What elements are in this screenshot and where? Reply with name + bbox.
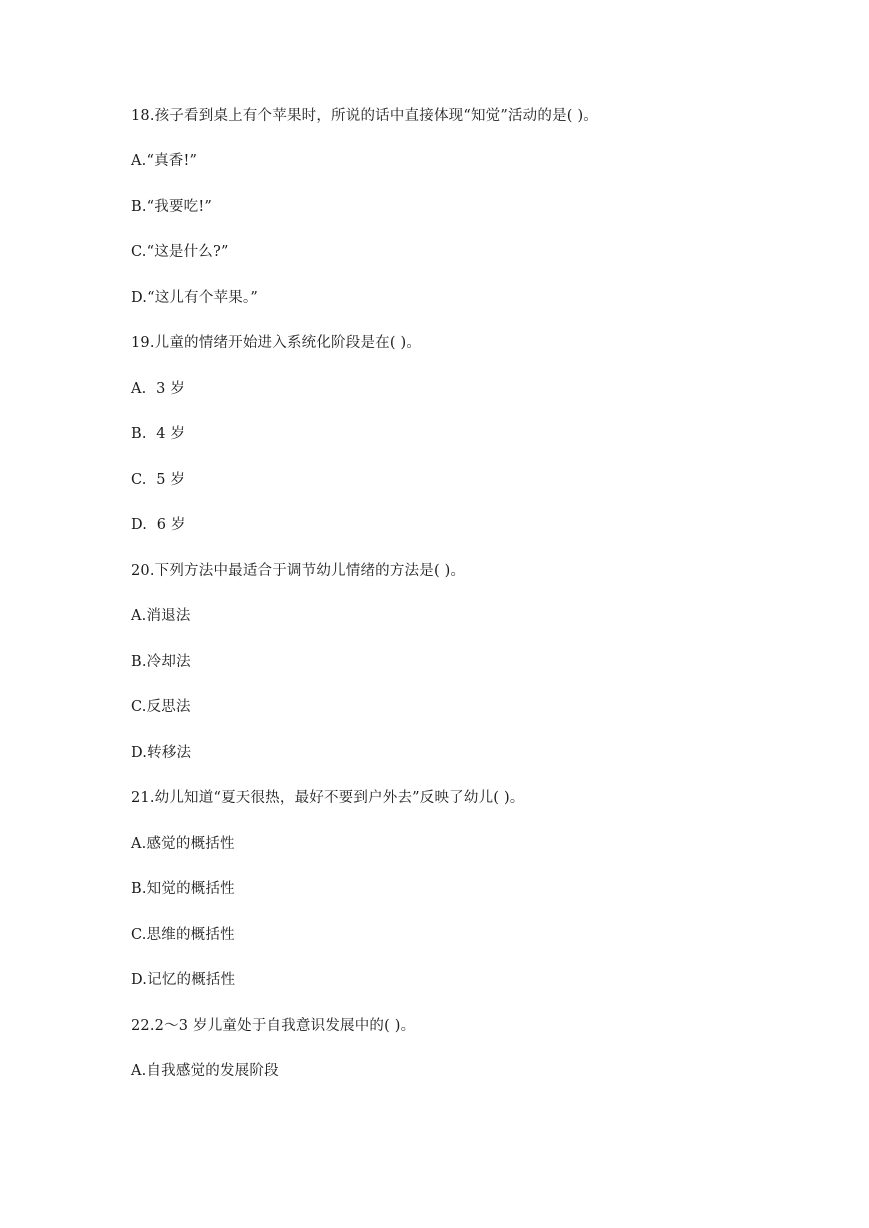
question-19-option-a: A. 3 岁 [131, 381, 186, 397]
question-22-stem: 22.2～3 岁儿童处于自我意识发展中的( )。 [131, 1018, 416, 1034]
question-21-option-d: D.记忆的概括性 [131, 972, 236, 988]
question-19-option-d: D. 6 岁 [131, 517, 186, 533]
question-20-option-a: A.消退法 [131, 608, 191, 624]
question-19-stem: 19.儿童的情绪开始进入系统化阶段是在( )。 [131, 335, 422, 351]
question-20-option-c: C.反思法 [131, 699, 191, 715]
question-19-option-b: B. 4 岁 [131, 426, 186, 442]
question-21-option-b: B.知觉的概括性 [131, 881, 235, 897]
question-18-option-c: C.“这是什么?” [131, 244, 229, 260]
question-20-option-b: B.冷却法 [131, 654, 191, 670]
question-18-option-d: D.“这儿有个苹果。” [131, 290, 258, 306]
question-22-option-a: A.自我感觉的发展阶段 [131, 1063, 279, 1079]
question-21-option-a: A.感觉的概括性 [131, 836, 235, 852]
question-21-option-c: C.思维的概括性 [131, 927, 235, 943]
question-18-stem: 18.孩子看到桌上有个苹果时，所说的话中直接体现“知觉”活动的是( )。 [131, 108, 599, 124]
question-18-option-b: B.“我要吃!” [131, 199, 213, 215]
question-19-option-c: C. 5 岁 [131, 472, 186, 488]
question-18-option-a: A.“真香!” [131, 153, 198, 169]
question-20-option-d: D.转移法 [131, 745, 192, 761]
question-21-stem: 21.幼儿知道“夏天很热，最好不要到户外去”反映了幼儿( )。 [131, 790, 525, 806]
question-20-stem: 20.下列方法中最适合于调节幼儿情绪的方法是( )。 [131, 563, 466, 579]
